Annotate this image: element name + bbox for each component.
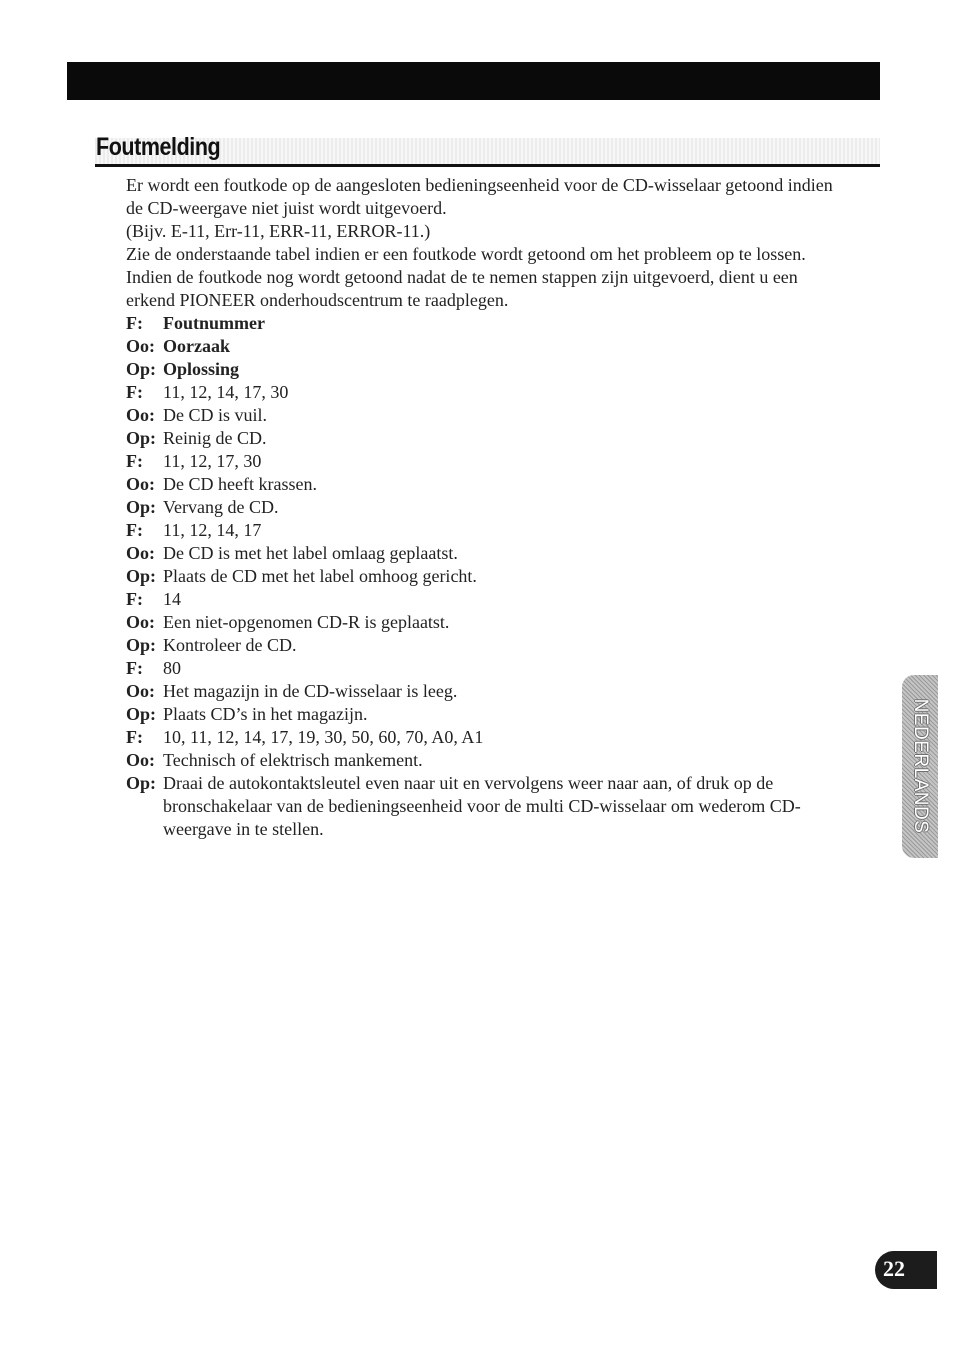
legend-text: Foutnummer	[163, 313, 265, 333]
error-number-label: F:	[126, 520, 143, 540]
legend-item	[126, 335, 851, 358]
error-solution-line	[126, 772, 851, 841]
error-solution-line	[126, 634, 851, 657]
page-number: 22	[883, 1256, 905, 1281]
error-solution-label: Op:	[126, 497, 157, 517]
error-number-line	[126, 657, 851, 680]
error-solution: Kontroleer de CD.	[163, 635, 297, 655]
error-cause-label: Oo:	[126, 474, 155, 494]
error-number: 11, 12, 14, 17	[163, 520, 262, 540]
error-solution-line	[126, 496, 851, 519]
error-solution-label: Op:	[126, 704, 157, 724]
header-bar	[67, 62, 880, 100]
error-cause-line	[126, 473, 851, 496]
error-solution-line	[126, 565, 851, 588]
error-cause-line	[126, 611, 851, 634]
error-solution: Draai de autokontaktsleutel even naar uit en vervolgens weer naar aan, of druk op de bronschakelaar van de bedieningseenheid voor de multi CD-wisselaar om wederom CD-weergave in te stellen.	[163, 773, 801, 839]
error-cause: De CD heeft krassen.	[163, 474, 317, 494]
error-number: 10, 11, 12, 14, 17, 19, 30, 50, 60, 70, A0, A1	[163, 727, 484, 747]
error-number-label: F:	[126, 589, 143, 609]
error-cause: Technisch of elektrisch mankement.	[163, 750, 423, 770]
error-number-label: F:	[126, 382, 143, 402]
error-entry	[126, 588, 851, 657]
error-cause-label: Oo:	[126, 681, 155, 701]
intro-example: (Bijv. E-11, Err-11, ERR-11, ERROR-11.)	[126, 221, 431, 241]
error-entry	[126, 519, 851, 588]
error-solution: Plaats de CD met het label omhoog gericht.	[163, 566, 477, 586]
intro-paragraph-2: Zie de onderstaande tabel indien er een foutkode wordt getoond om het probleem op te lossen. Indien de foutkode nog wordt getoond nadat de te nemen stappen zijn uitgevoerd, dient u een erkend PIONEER onderhoudscentrum te raadplegen.	[126, 244, 806, 310]
error-cause-line	[126, 749, 851, 772]
legend-label: Oo:	[126, 336, 155, 356]
error-solution-label: Op:	[126, 773, 157, 793]
legend-item	[126, 312, 851, 335]
error-cause: De CD is vuil.	[163, 405, 268, 425]
error-solution-line	[126, 427, 851, 450]
error-number: 11, 12, 14, 17, 30	[163, 382, 289, 402]
error-number-label: F:	[126, 658, 143, 678]
error-entry	[126, 450, 851, 519]
main-content	[126, 174, 851, 841]
language-tab-label: NEDERLANDS	[910, 698, 931, 834]
error-entry	[126, 381, 851, 450]
legend	[126, 312, 851, 381]
error-solution: Vervang de CD.	[163, 497, 279, 517]
error-cause: Het magazijn in de CD-wisselaar is leeg.	[163, 681, 458, 701]
error-cause: De CD is met het label omlaag geplaatst.	[163, 543, 458, 563]
section-heading-rule	[95, 164, 880, 167]
error-solution-label: Op:	[126, 566, 157, 586]
error-number-line	[126, 381, 851, 404]
legend-text: Oplossing	[163, 359, 240, 379]
error-number-label: F:	[126, 451, 143, 471]
error-number-line	[126, 450, 851, 473]
error-solution-label: Op:	[126, 428, 157, 448]
error-cause-line	[126, 404, 851, 427]
error-cause: Een niet-opgenomen CD-R is geplaatst.	[163, 612, 450, 632]
error-cause-label: Oo:	[126, 405, 155, 425]
error-cause-line	[126, 542, 851, 565]
error-cause-line	[126, 680, 851, 703]
error-number-line	[126, 588, 851, 611]
error-number: 14	[163, 589, 181, 609]
error-solution-line	[126, 703, 851, 726]
error-entry	[126, 657, 851, 726]
error-number: 80	[163, 658, 181, 678]
error-number: 11, 12, 17, 30	[163, 451, 262, 471]
error-cause-label: Oo:	[126, 612, 155, 632]
error-number-line	[126, 726, 851, 749]
section-title: Foutmelding	[96, 133, 221, 161]
legend-label: Op:	[126, 359, 157, 379]
intro-paragraph-1: Er wordt een foutkode op de aangesloten bedieningseenheid voor de CD-wisselaar getoond indien de CD-weergave niet juist wordt uitgevoerd.	[126, 175, 833, 218]
error-cause-label: Oo:	[126, 543, 155, 563]
error-number-line	[126, 519, 851, 542]
legend-item	[126, 358, 851, 381]
legend-text: Oorzaak	[163, 336, 230, 356]
error-entry	[126, 726, 851, 841]
legend-label: F:	[126, 313, 143, 333]
error-solution: Reinig de CD.	[163, 428, 267, 448]
error-number-label: F:	[126, 727, 143, 747]
error-cause-label: Oo:	[126, 750, 155, 770]
error-solution: Plaats CD’s in het magazijn.	[163, 704, 368, 724]
error-solution-label: Op:	[126, 635, 157, 655]
